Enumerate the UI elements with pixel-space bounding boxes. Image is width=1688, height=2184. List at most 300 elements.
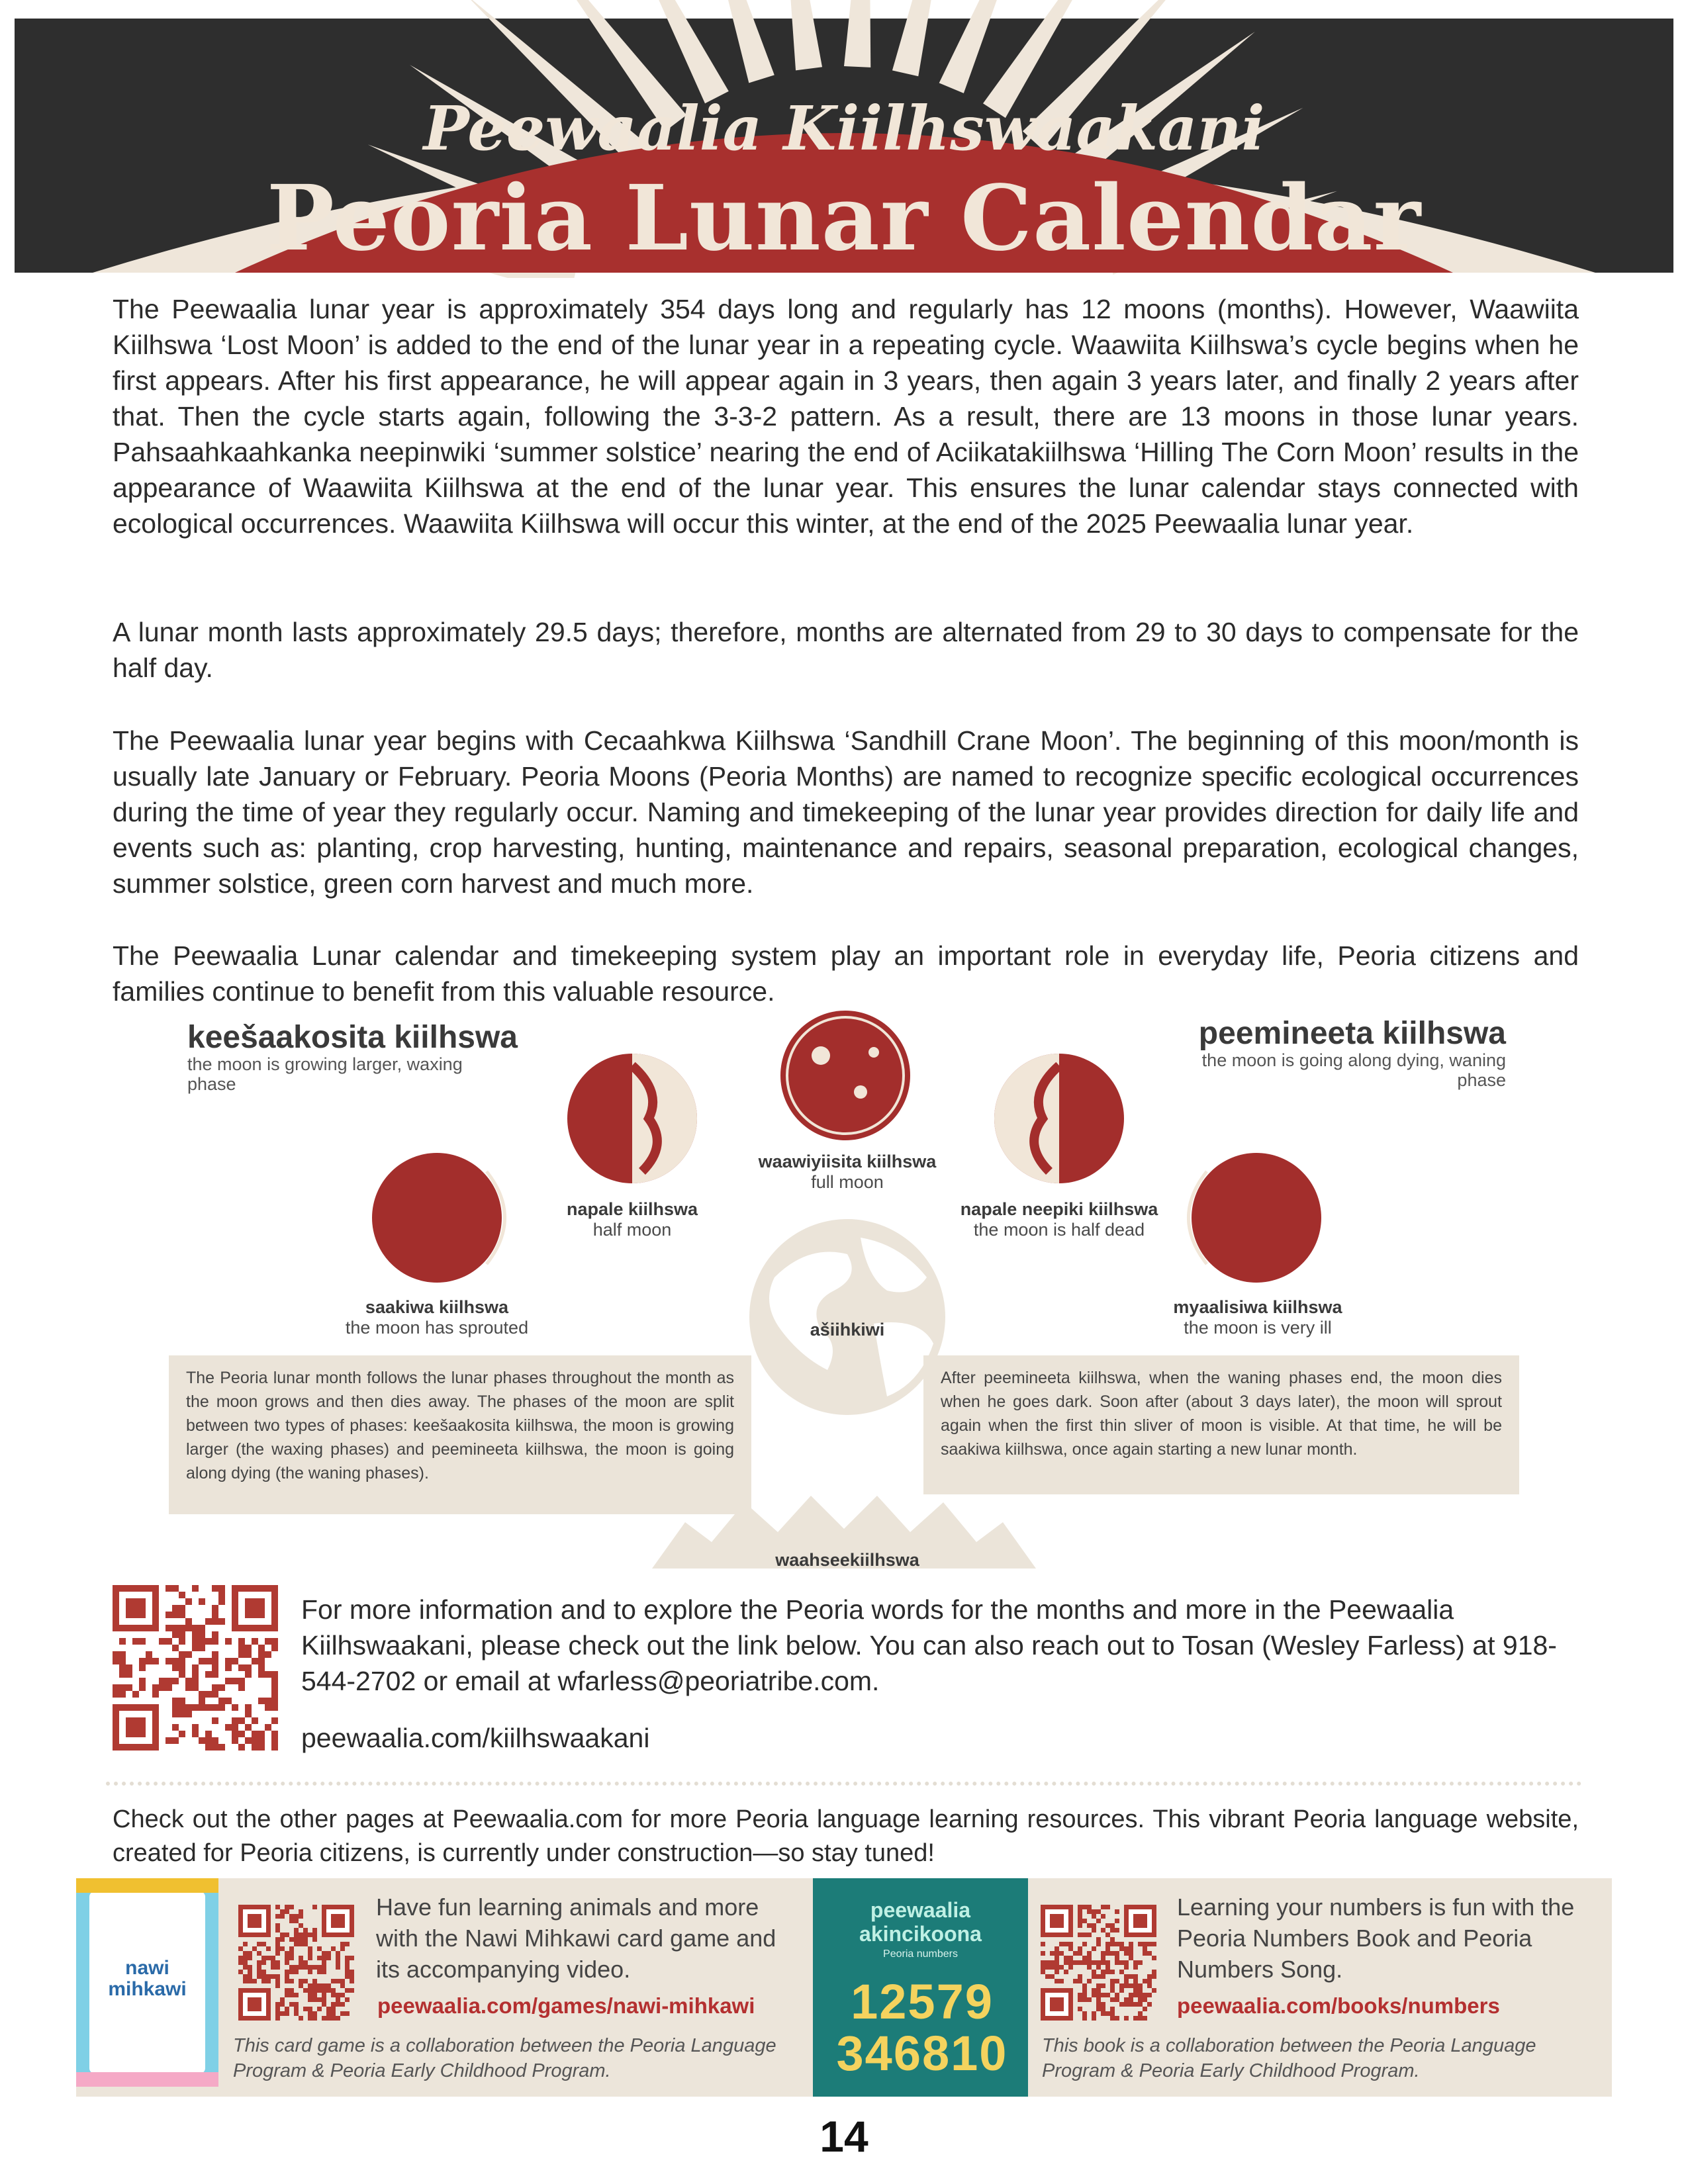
qr-module bbox=[271, 1691, 278, 1698]
qr-module bbox=[172, 1737, 179, 1744]
qr-module bbox=[1082, 1942, 1087, 1946]
qr-module bbox=[331, 1988, 336, 1993]
qr-module bbox=[1050, 1997, 1064, 2011]
qr-module bbox=[165, 1678, 172, 1684]
qr-module bbox=[1059, 1942, 1064, 1946]
qr-module bbox=[1087, 1960, 1092, 1965]
qr-module bbox=[225, 1664, 232, 1671]
qr-module bbox=[232, 1658, 238, 1664]
qr-module bbox=[322, 1956, 326, 1960]
qr-module bbox=[1110, 1983, 1115, 1988]
qr-module bbox=[238, 1638, 245, 1645]
qr-module bbox=[1119, 1983, 1124, 1988]
qr-module bbox=[205, 1658, 212, 1664]
qr-module bbox=[1138, 1983, 1143, 1988]
qr-module bbox=[1078, 1960, 1082, 1965]
qr-module bbox=[350, 1956, 354, 1960]
qr-module bbox=[303, 1937, 308, 1942]
qr-module bbox=[285, 1960, 289, 1965]
qr-module bbox=[205, 1704, 212, 1711]
qr-module bbox=[1133, 1974, 1138, 1979]
qr-module bbox=[280, 2011, 285, 2016]
qr-module bbox=[165, 1638, 172, 1645]
qr-module bbox=[179, 1605, 185, 1612]
qr-module bbox=[1082, 1956, 1087, 1960]
qr-module bbox=[245, 1711, 252, 1717]
qr-module bbox=[1078, 1946, 1082, 1951]
qr-module bbox=[317, 1946, 322, 1951]
qr-module bbox=[275, 1905, 280, 1909]
qr-module bbox=[1092, 1923, 1096, 1928]
qr-module bbox=[1096, 1997, 1101, 2002]
qr-module bbox=[1055, 1956, 1059, 1960]
qr-module bbox=[271, 1965, 275, 1970]
qr-module bbox=[294, 1919, 299, 1923]
qr-module bbox=[185, 1684, 192, 1691]
page-title: Peoria Lunar Calendar bbox=[266, 165, 1422, 271]
moon-name: napale kiilhswa bbox=[566, 1199, 698, 1219]
qr-module bbox=[126, 1671, 132, 1678]
qr-module bbox=[172, 1664, 179, 1671]
qr-module bbox=[271, 1731, 278, 1737]
qr-module bbox=[294, 1993, 299, 1997]
qr-module bbox=[245, 1671, 252, 1678]
qr-module bbox=[275, 2007, 280, 2011]
qr-module bbox=[303, 2007, 308, 2011]
qr-module bbox=[1152, 1974, 1156, 1979]
qr-module bbox=[152, 1691, 159, 1698]
qr-module bbox=[294, 2002, 299, 2007]
qr-module bbox=[289, 1965, 294, 1970]
checkout-text: Check out the other pages at Peewaalia.com for more Peoria language learning resources. This vibrant Peoria language website, created for Peoria citizens, is currently under construction—so stay tuned! bbox=[113, 1805, 1579, 1867]
qr-module bbox=[303, 1979, 308, 1983]
qr-module bbox=[1064, 1960, 1068, 1965]
qr-module bbox=[1087, 1997, 1092, 2002]
qr-module bbox=[1101, 1914, 1105, 1919]
qr-module bbox=[258, 1744, 265, 1751]
qr-module bbox=[1110, 2016, 1115, 2021]
qr-module bbox=[1092, 1974, 1096, 1979]
qr-module bbox=[1129, 1942, 1133, 1946]
qr-module bbox=[1105, 1933, 1110, 1937]
qr-module bbox=[340, 2011, 345, 2016]
qr-module bbox=[252, 1946, 257, 1951]
qr-module bbox=[322, 1965, 326, 1970]
waning-explanation: After peemineeta kiilhswa, when the waning phases end, the moon dies when he goes dark. Soon after (about 3 days later), the moon will sprout again when the first thin sliver of moon is visible. At that time, he will be saakiwa kiilhswa, once again starting a new lunar month. bbox=[923, 1355, 1519, 1494]
qr-module bbox=[212, 1744, 218, 1751]
qr-module bbox=[1096, 1974, 1101, 1979]
qr-module bbox=[179, 1704, 185, 1711]
qr-module bbox=[225, 1638, 232, 1645]
qr-module bbox=[345, 1974, 350, 1979]
qr-module bbox=[238, 1684, 245, 1691]
qr-module bbox=[1143, 1942, 1147, 1946]
qr-module bbox=[1138, 1993, 1143, 1997]
qr-module bbox=[299, 1983, 303, 1988]
qr-module bbox=[1138, 1988, 1143, 1993]
qr-module bbox=[245, 1704, 252, 1711]
qr-module bbox=[303, 1988, 308, 1993]
qr-module bbox=[1143, 2016, 1147, 2021]
qr-module bbox=[289, 1979, 294, 1983]
qr-module bbox=[248, 1965, 252, 1970]
qr-module bbox=[280, 1933, 285, 1937]
qr-module bbox=[185, 1711, 192, 1717]
qr-module bbox=[326, 2016, 331, 2021]
qr-module bbox=[1045, 1960, 1050, 1965]
qr-module bbox=[275, 2002, 280, 2007]
qr-module bbox=[257, 1960, 261, 1965]
qr-module bbox=[238, 1651, 245, 1658]
qr-module bbox=[303, 1942, 308, 1946]
qr-module bbox=[1055, 1970, 1059, 1974]
qr-module bbox=[1110, 1942, 1115, 1946]
qr-module bbox=[1119, 1970, 1124, 1974]
qr-module bbox=[299, 1933, 303, 1937]
qr-module bbox=[139, 1638, 146, 1645]
qr-module bbox=[1087, 1905, 1092, 1909]
moon-label-napale bbox=[523, 1199, 741, 1240]
qr-module bbox=[192, 1684, 199, 1691]
qr-code-card-game[interactable] bbox=[238, 1905, 354, 2021]
qr-module bbox=[1078, 1905, 1082, 1909]
qr-module bbox=[336, 2016, 340, 2021]
qr-module bbox=[294, 1965, 299, 1970]
qr-module bbox=[113, 1684, 119, 1691]
qr-module bbox=[1078, 1974, 1082, 1979]
qr-module bbox=[1129, 1974, 1133, 1979]
qr-module bbox=[199, 1625, 205, 1631]
numbers-book-title: peewaalia akincikoona bbox=[859, 1898, 982, 1946]
qr-module bbox=[350, 1979, 354, 1983]
qr-module bbox=[1101, 1928, 1105, 1933]
qr-module bbox=[1133, 2002, 1138, 2007]
qr-module bbox=[1082, 2016, 1087, 2021]
qr-module bbox=[1124, 1997, 1129, 2002]
qr-module bbox=[1059, 1979, 1064, 1983]
qr-code-numbers-book[interactable] bbox=[1041, 1905, 1156, 2021]
qr-module bbox=[146, 1658, 152, 1664]
qr-module bbox=[289, 1993, 294, 1997]
qr-module bbox=[185, 1598, 192, 1605]
qr-module bbox=[1078, 1951, 1082, 1956]
card-game-text: Have fun learning animals and more with the Nawi Mihkawi card game and its accompanying video. bbox=[376, 1893, 776, 1983]
qr-module bbox=[1119, 1942, 1124, 1946]
qr-module bbox=[1110, 1979, 1115, 1983]
qr-module bbox=[248, 1974, 252, 1979]
qr-module bbox=[275, 1960, 280, 1965]
qr-module bbox=[317, 1965, 322, 1970]
qr-module bbox=[317, 1997, 322, 2002]
qr-module bbox=[252, 1744, 258, 1751]
qr-module bbox=[218, 1684, 225, 1691]
qr-module bbox=[205, 1638, 212, 1645]
qr-module bbox=[225, 1678, 232, 1684]
qr-module bbox=[340, 1942, 345, 1946]
card-game-note: This card game is a collaboration between the Peoria Language Program & Peoria Early Childhood Program. bbox=[233, 2035, 776, 2081]
qr-module bbox=[1124, 1951, 1129, 1956]
qr-module bbox=[289, 1946, 294, 1951]
qr-module bbox=[1124, 1979, 1129, 1983]
qr-module bbox=[271, 1737, 278, 1744]
qr-module bbox=[252, 1731, 258, 1737]
moon-saakiwa bbox=[372, 1153, 505, 1283]
qr-module bbox=[248, 1914, 261, 1928]
qr-module bbox=[1087, 1965, 1092, 1970]
qr-module bbox=[345, 1988, 350, 1993]
qr-module bbox=[192, 1625, 199, 1631]
qr-module bbox=[212, 1638, 218, 1645]
qr-module bbox=[1059, 1965, 1064, 1970]
qr-module bbox=[212, 1664, 218, 1671]
qr-module bbox=[212, 1704, 218, 1711]
numbers-book-note: This book is a collaboration between the Peoria Language Program & Peoria Early Childhood Program. bbox=[1042, 2035, 1536, 2081]
qr-module bbox=[299, 1909, 303, 1914]
qr-module bbox=[345, 1942, 350, 1946]
qr-module bbox=[1124, 1965, 1129, 1970]
qr-module bbox=[340, 1983, 345, 1988]
qr-module bbox=[1133, 2016, 1138, 2021]
qr-code-kiilhswaakani[interactable] bbox=[113, 1585, 278, 1751]
qr-module bbox=[1092, 2016, 1096, 2021]
qr-module bbox=[308, 2016, 312, 2021]
moon-gloss: the moon is very ill bbox=[1184, 1318, 1332, 1338]
qr-module bbox=[1133, 1979, 1138, 1983]
qr-module bbox=[336, 1997, 340, 2002]
qr-module bbox=[185, 1704, 192, 1711]
qr-module bbox=[299, 1979, 303, 1983]
qr-module bbox=[238, 1970, 243, 1974]
qr-module bbox=[1124, 1983, 1129, 1988]
qr-module bbox=[212, 1737, 218, 1744]
qr-module bbox=[317, 1988, 322, 1993]
qr-module bbox=[289, 1988, 294, 1993]
qr-module bbox=[243, 1960, 248, 1965]
qr-module bbox=[172, 1625, 179, 1631]
qr-module bbox=[172, 1658, 179, 1664]
qr-module bbox=[252, 1658, 258, 1664]
moon-gloss: the moon is half dead bbox=[973, 1220, 1145, 1240]
qr-module bbox=[322, 1988, 326, 1993]
qr-module bbox=[1124, 1960, 1129, 1965]
qr-module bbox=[172, 1711, 179, 1717]
qr-module bbox=[312, 1937, 317, 1942]
qr-module bbox=[179, 1638, 185, 1645]
qr-module bbox=[275, 1942, 280, 1946]
qr-module bbox=[252, 1717, 258, 1724]
qr-module bbox=[1092, 1928, 1096, 1933]
qr-module bbox=[345, 1970, 350, 1974]
qr-module bbox=[317, 1970, 322, 1974]
qr-module bbox=[1143, 1993, 1147, 1997]
qr-module bbox=[232, 1717, 238, 1724]
qr-module bbox=[179, 1731, 185, 1737]
qr-module bbox=[271, 1704, 278, 1711]
qr-module bbox=[317, 2007, 322, 2011]
qr-module bbox=[312, 1905, 317, 1909]
qr-module bbox=[199, 1645, 205, 1651]
qr-module bbox=[336, 1979, 340, 1983]
sunburst-ray bbox=[844, 0, 870, 68]
qr-module bbox=[299, 2016, 303, 2021]
qr-module bbox=[243, 1974, 248, 1979]
qr-module bbox=[350, 1970, 354, 1974]
qr-module bbox=[336, 2002, 340, 2007]
qr-module bbox=[340, 1993, 345, 1997]
qr-module bbox=[139, 1664, 146, 1671]
qr-module bbox=[1110, 1937, 1115, 1942]
qr-module bbox=[257, 1951, 261, 1956]
qr-module bbox=[238, 1664, 245, 1671]
qr-module bbox=[205, 1744, 212, 1751]
qr-module bbox=[159, 1678, 165, 1684]
qr-module bbox=[205, 1671, 212, 1678]
qr-module bbox=[1092, 1960, 1096, 1965]
qr-module bbox=[165, 1684, 172, 1691]
qr-module bbox=[326, 1988, 331, 1993]
qr-module bbox=[266, 1956, 271, 1960]
qr-module bbox=[312, 1993, 317, 1997]
qr-module bbox=[1105, 1923, 1110, 1928]
qr-module bbox=[275, 1979, 280, 1983]
qr-module bbox=[243, 1979, 248, 1983]
qr-module bbox=[261, 1942, 266, 1946]
qr-module bbox=[199, 1737, 205, 1744]
qr-module bbox=[1055, 1951, 1059, 1956]
qr-module bbox=[1096, 2007, 1101, 2011]
qr-module bbox=[308, 1997, 312, 2002]
moon-waawiyiisita bbox=[780, 1011, 910, 1140]
qr-module bbox=[238, 1645, 245, 1651]
moon-label-myaalisiwa bbox=[1112, 1297, 1403, 1338]
qr-module bbox=[265, 1671, 271, 1678]
qr-module bbox=[232, 1731, 238, 1737]
qr-module bbox=[192, 1638, 199, 1645]
qr-module bbox=[1152, 1942, 1156, 1946]
qr-module bbox=[280, 1937, 285, 1942]
qr-module bbox=[1129, 1983, 1133, 1988]
qr-module bbox=[271, 1645, 278, 1651]
qr-module bbox=[1068, 1965, 1073, 1970]
qr-module bbox=[1101, 2002, 1105, 2007]
moon-gloss: the moon has sprouted bbox=[345, 1318, 529, 1338]
qr-module bbox=[265, 1651, 271, 1658]
qr-module bbox=[1119, 1946, 1124, 1951]
qr-module bbox=[275, 1965, 280, 1970]
qr-module bbox=[1087, 1951, 1092, 1956]
qr-module bbox=[340, 2002, 345, 2007]
qr-module bbox=[308, 1993, 312, 1997]
qr-module bbox=[132, 1691, 139, 1698]
moon-napale-neepiki bbox=[994, 1054, 1124, 1183]
qr-module bbox=[1129, 1956, 1133, 1960]
qr-module bbox=[258, 1658, 265, 1664]
qr-module bbox=[179, 1711, 185, 1717]
qr-module bbox=[199, 1598, 205, 1605]
qr-module bbox=[179, 1631, 185, 1638]
qr-module bbox=[257, 1965, 261, 1970]
waning-subtitle: the moon is going along dying, waning phase bbox=[1201, 1050, 1506, 1090]
qr-module bbox=[265, 1724, 271, 1731]
card-game-cover[interactable] bbox=[76, 1878, 218, 2087]
qr-module bbox=[271, 1671, 278, 1678]
qr-module bbox=[275, 1928, 280, 1933]
qr-module bbox=[212, 1684, 218, 1691]
moon-label-waawiyiisita bbox=[715, 1152, 980, 1193]
qr-module bbox=[218, 1585, 225, 1592]
qr-module bbox=[331, 1946, 336, 1951]
qr-module bbox=[1082, 1960, 1087, 1965]
qr-module bbox=[1115, 1956, 1119, 1960]
numbers-book-link[interactable]: peewaalia.com/books/numbers bbox=[1177, 1993, 1500, 2018]
numbers-book-cover[interactable] bbox=[813, 1878, 1028, 2097]
qr-module bbox=[1101, 2007, 1105, 2011]
qr-module bbox=[285, 1956, 289, 1960]
qr-module bbox=[331, 1993, 336, 1997]
qr-module bbox=[326, 2011, 331, 2016]
qr-module bbox=[1041, 1951, 1045, 1956]
qr-module bbox=[258, 1664, 265, 1671]
qr-module bbox=[312, 1988, 317, 1993]
qr-module bbox=[1138, 2011, 1143, 2016]
qr-module bbox=[322, 1970, 326, 1974]
card-game-link[interactable]: peewaalia.com/games/nawi-mihkawi bbox=[377, 1993, 755, 2018]
qr-module bbox=[336, 1956, 340, 1960]
qr-module bbox=[261, 1970, 266, 1974]
qr-module bbox=[212, 1658, 218, 1664]
qr-module bbox=[1078, 1909, 1082, 1914]
numbers-book-digits: 12579 346810 bbox=[836, 1974, 1008, 2081]
qr-module bbox=[212, 1618, 218, 1625]
qr-module bbox=[280, 1946, 285, 1951]
waxing-heading: keešaakosita kiilhswa bbox=[187, 1020, 518, 1055]
qr-module bbox=[275, 1946, 280, 1951]
qr-module bbox=[331, 1979, 336, 1983]
qr-module bbox=[1143, 1997, 1147, 2002]
qr-module bbox=[308, 1988, 312, 1993]
qr-module bbox=[1050, 1974, 1055, 1979]
qr-module bbox=[252, 1638, 258, 1645]
qr-module bbox=[179, 1658, 185, 1664]
qr-module bbox=[199, 1638, 205, 1645]
qr-module bbox=[165, 1658, 172, 1664]
lunar-month-paragraph: A lunar month lasts approximately 29.5 days; therefore, months are alternated from 29 to 30 days to compensate for the half day. bbox=[113, 617, 1579, 683]
qr-module bbox=[1092, 1988, 1096, 1993]
qr-module bbox=[275, 1923, 280, 1928]
qr-module bbox=[1129, 1993, 1133, 1997]
qr-module bbox=[199, 1658, 205, 1664]
qr-module bbox=[312, 1997, 317, 2002]
qr-module bbox=[205, 1691, 212, 1698]
qr-module bbox=[258, 1651, 265, 1658]
qr-module bbox=[212, 1605, 218, 1612]
kiilhswaakani-link[interactable]: peewaalia.com/kiilhswaakani bbox=[301, 1723, 650, 1753]
qr-module bbox=[1119, 2002, 1124, 2007]
qr-module bbox=[199, 1704, 205, 1711]
qr-module bbox=[261, 1956, 266, 1960]
qr-module bbox=[294, 1942, 299, 1946]
qr-module bbox=[275, 1974, 280, 1979]
qr-module bbox=[271, 1678, 278, 1684]
qr-module bbox=[212, 1691, 218, 1698]
qr-module bbox=[172, 1631, 179, 1638]
qr-module bbox=[172, 1698, 179, 1704]
waxing-subtitle: the moon is growing larger, waxing phase bbox=[187, 1054, 463, 1094]
qr-module bbox=[192, 1671, 199, 1678]
qr-module bbox=[1133, 1965, 1138, 1970]
horizon-label: waahseekiilhswa bbox=[775, 1550, 919, 1570]
qr-module bbox=[139, 1658, 146, 1664]
